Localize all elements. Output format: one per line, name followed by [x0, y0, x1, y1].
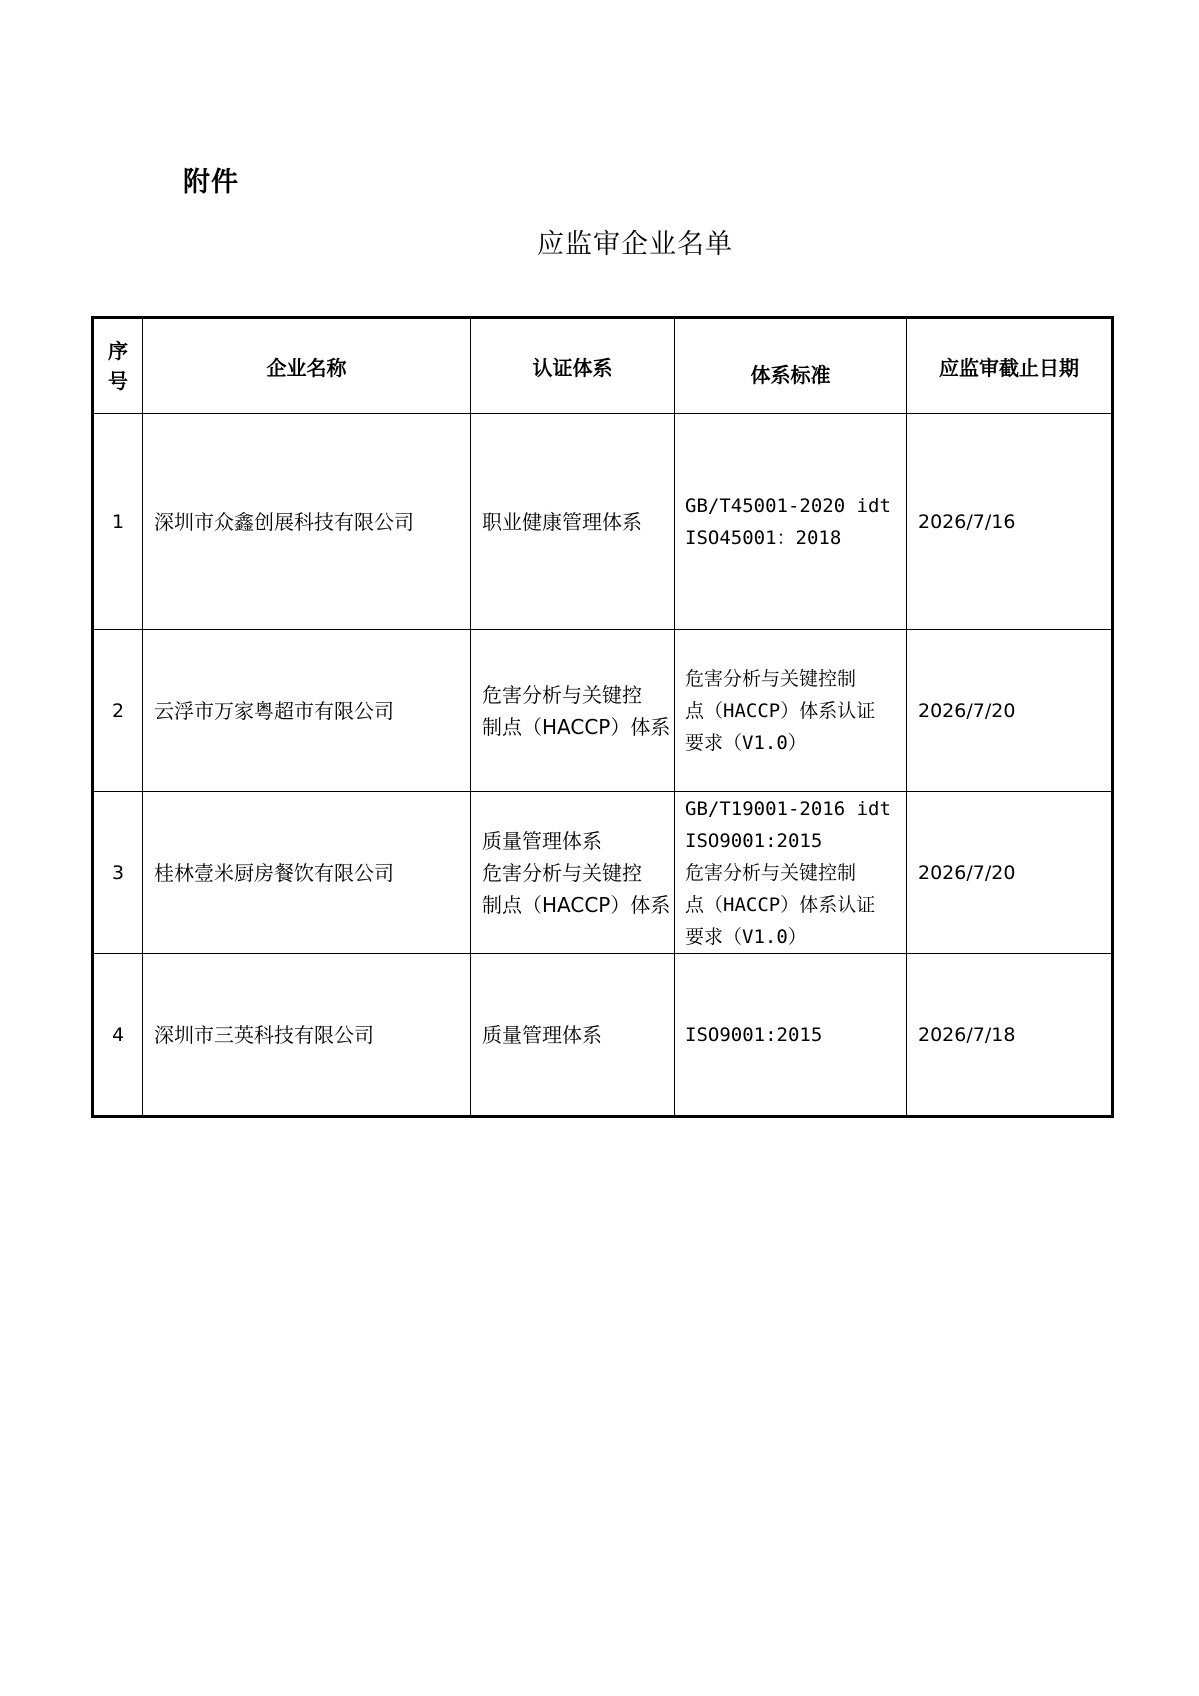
header-index — [93, 318, 143, 414]
standard-line: 要求（V1.0） — [685, 925, 807, 948]
company-table — [91, 316, 1114, 1118]
header-system: 认证体系 — [471, 318, 675, 414]
table-row — [93, 414, 1113, 630]
row-index: 3 — [93, 792, 143, 954]
row-deadline: 2026/7/20 — [907, 630, 1113, 792]
standard-line: ISO9001:2015 — [685, 1023, 823, 1046]
system-line: 危害分析与关键控 — [482, 682, 642, 707]
table-row — [93, 792, 1113, 954]
row-deadline: 2026/7/20 — [907, 792, 1113, 954]
row-company-name: 深圳市三英科技有限公司 — [143, 954, 471, 1117]
document-title: 应监审企业名单 — [537, 229, 733, 260]
row-company-name: 深圳市众鑫创展科技有限公司 — [143, 414, 471, 630]
system-line: 质量管理体系 — [482, 828, 602, 853]
header-company: 企业名称 — [143, 318, 471, 414]
row-system-standard — [675, 414, 907, 630]
table-header-row — [93, 318, 1113, 414]
row-certification-system — [471, 954, 675, 1117]
row-index: 2 — [93, 630, 143, 792]
system-line: 质量管理体系 — [482, 1022, 602, 1047]
company-table-container — [91, 316, 1111, 1118]
standard-line: GB/T19001-2016 idt — [685, 797, 891, 820]
standard-line: 危害分析与关键控制 — [685, 667, 857, 690]
standard-line: GB/T45001-2020 idt — [685, 494, 891, 517]
standard-line: 点（HACCP）体系认证 — [685, 699, 876, 722]
system-line: 危害分析与关键控 — [482, 860, 642, 885]
system-line: 制点（HACCP）体系 — [482, 714, 671, 739]
header-index-line1: 序 — [108, 339, 128, 363]
system-line: 制点（HACCP）体系 — [482, 892, 671, 917]
row-deadline: 2026/7/18 — [907, 954, 1113, 1117]
header-deadline: 应监审截止日期 — [907, 318, 1113, 414]
header-standard: 体系标准 — [675, 318, 907, 414]
row-company-name: 桂林壹米厨房餐饮有限公司 — [143, 792, 471, 954]
standard-line: 点（HACCP）体系认证 — [685, 893, 876, 916]
table-body — [93, 414, 1113, 1117]
table-row — [93, 630, 1113, 792]
row-system-standard — [675, 630, 907, 792]
standard-line: 要求（V1.0） — [685, 731, 807, 754]
row-system-standard — [675, 954, 907, 1117]
header-index-line2: 号 — [108, 369, 128, 393]
row-certification-system — [471, 792, 675, 954]
row-index: 1 — [93, 414, 143, 630]
row-system-standard — [675, 792, 907, 954]
table-row — [93, 954, 1113, 1117]
row-index: 4 — [93, 954, 143, 1117]
standard-line: ISO45001：2018 — [685, 526, 842, 549]
standard-line: 危害分析与关键控制 — [685, 861, 857, 884]
attachment-label: 附件 — [183, 167, 239, 198]
row-certification-system — [471, 414, 675, 630]
row-company-name: 云浮市万家粤超市有限公司 — [143, 630, 471, 792]
row-deadline: 2026/7/16 — [907, 414, 1113, 630]
standard-line: ISO9001:2015 — [685, 829, 823, 852]
system-line: 职业健康管理体系 — [482, 509, 642, 534]
row-certification-system — [471, 630, 675, 792]
